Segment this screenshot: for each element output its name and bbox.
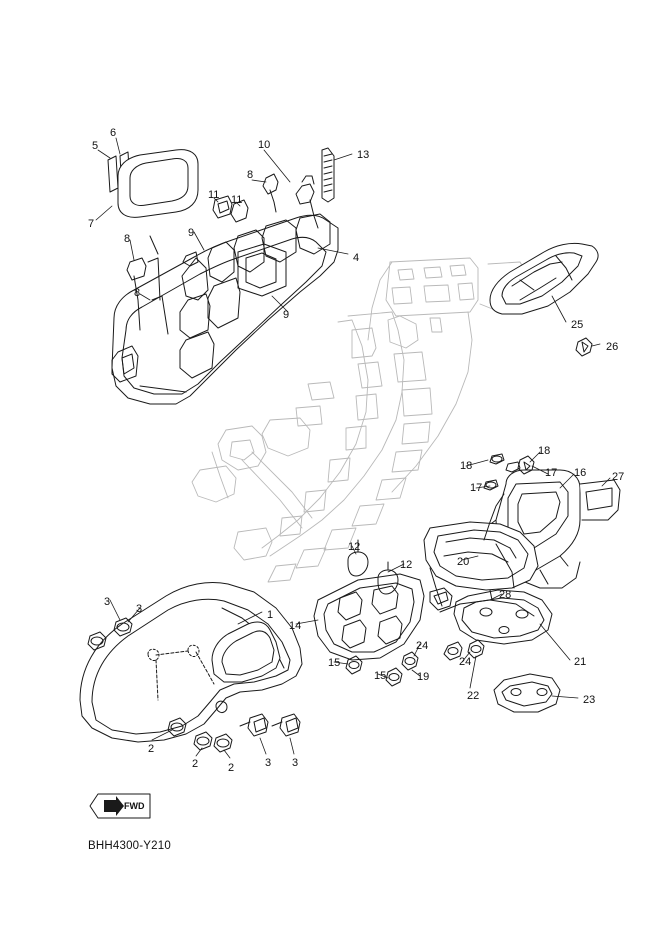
callout-number: 8 [134, 287, 141, 299]
callout-number: 4 [353, 252, 360, 264]
callout-number: 2 [192, 758, 199, 770]
callout-number: 20 [457, 556, 470, 568]
callout-number: 25 [571, 319, 584, 331]
callout-number: 15 [374, 670, 387, 682]
callout-number: 18 [460, 460, 473, 472]
callout-number: 21 [574, 656, 587, 668]
callout-number: 18 [538, 445, 551, 457]
callout-number: 17 [545, 467, 558, 479]
callout-number: 17 [470, 482, 483, 494]
callout-number: 8 [247, 169, 254, 181]
callout-number: 3 [265, 757, 272, 769]
callout-number: 8 [124, 233, 131, 245]
callout-number: 9 [283, 309, 290, 321]
callout-number: 10 [258, 139, 271, 151]
callout-number: 19 [417, 671, 430, 683]
callout-number: 15 [328, 657, 341, 669]
diagram-part-code: BHH4300-Y210 [88, 840, 171, 852]
callout-number: 26 [606, 341, 619, 353]
callout-number: 6 [110, 127, 117, 139]
callout-number: 12 [400, 559, 413, 571]
callout-number: 28 [499, 589, 512, 601]
callout-number: 14 [289, 620, 302, 632]
callout-number: 3 [136, 603, 143, 615]
callout-number: 3 [104, 596, 111, 608]
callout-number: 27 [612, 471, 625, 483]
callout-number: 3 [292, 757, 299, 769]
callout-number: 11 [208, 189, 220, 201]
callout-number: 22 [467, 690, 480, 702]
callout-number: 23 [583, 694, 596, 706]
callout-number: 13 [357, 149, 370, 161]
callout-number: 2 [148, 743, 155, 755]
callout-number: 11 [231, 194, 243, 206]
callout-number: 7 [88, 218, 95, 230]
callout-number: 2 [228, 762, 235, 774]
fwd-direction-label: FWD [124, 801, 145, 811]
callout-number: 24 [459, 656, 472, 668]
callout-number: 9 [188, 227, 195, 239]
callout-number: 12 [348, 541, 361, 553]
callout-number: 16 [574, 467, 587, 479]
callout-number: 1 [267, 609, 274, 621]
callout-number: 5 [92, 140, 99, 152]
callout-number: 24 [416, 640, 429, 652]
